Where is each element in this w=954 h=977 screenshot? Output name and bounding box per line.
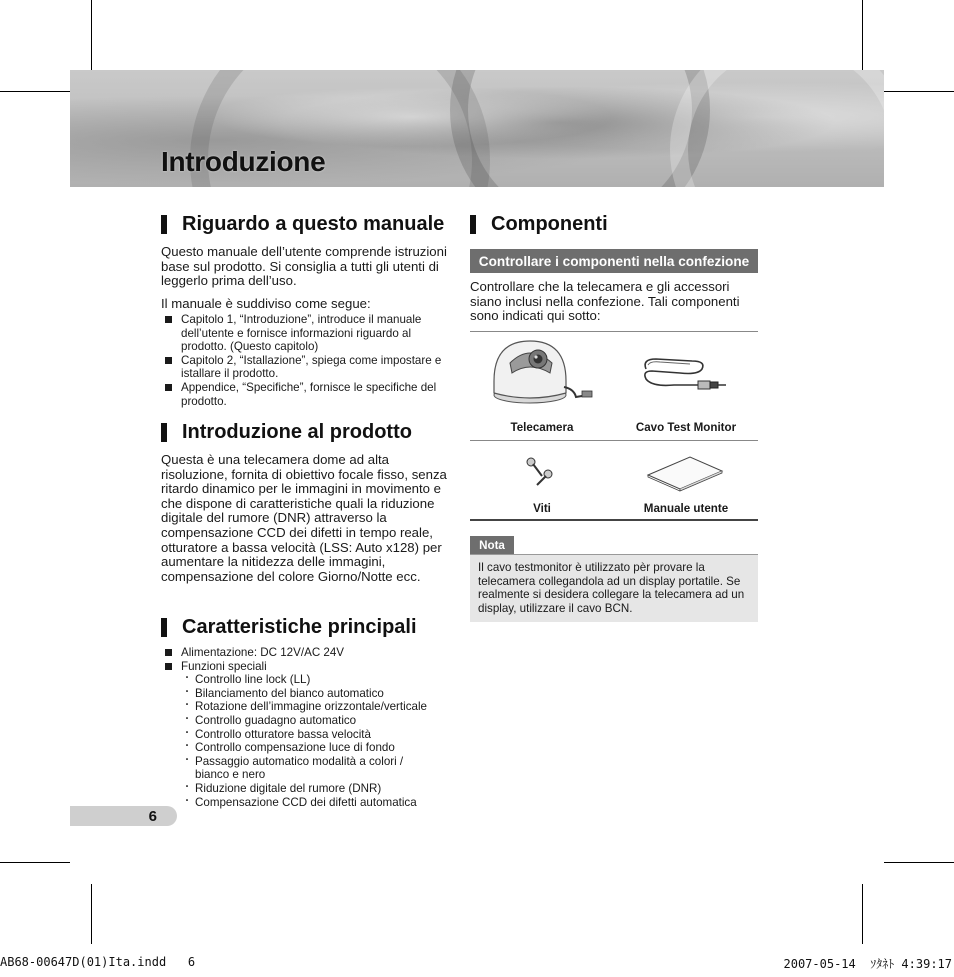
list-item: ・ Controllo otturatore bassa velocità (182, 727, 371, 741)
cable-icon (640, 355, 730, 395)
bullet-dot-icon: ・ (182, 673, 192, 685)
page-number: 6 (70, 806, 177, 826)
divider (470, 519, 758, 521)
bullet-dot-icon: ・ (182, 686, 192, 698)
list-item: ・ Compensazione CCD dei difetti automatica (182, 795, 417, 809)
bullet-dot-icon: ・ (182, 727, 192, 739)
screws-icon (522, 454, 558, 488)
features-list (161, 646, 453, 809)
crop-mark (0, 862, 70, 863)
heading-bar (161, 215, 167, 234)
list-item: ・ Rotazione dell’immagine orizzontale/verticale (182, 700, 427, 714)
bullet-dot-icon: ・ (182, 700, 192, 712)
heading-bar (470, 215, 476, 234)
heading-bar (161, 618, 167, 637)
dome-camera-icon (490, 337, 595, 407)
list-item: ・ Passaggio automatico modalità a colori / bianco e nero (182, 754, 404, 782)
heading-text: Caratteristiche principali (182, 616, 417, 638)
footer-timestamp: 2007-05-14 ｿﾀﾈﾄ 4:39:17 (783, 957, 952, 971)
bullet-square-icon (165, 316, 172, 323)
page-title: Introduzione (161, 146, 326, 177)
sub-feature-list (181, 673, 453, 809)
note-box: Il cavo testmonitor è utilizzato pèr provare la telecamera collegandola ad un display portatile. Se realmente si desidera collegare la telecamera ad un display, utilizzare il cavo BCN. (470, 555, 758, 622)
crop-mark (884, 91, 954, 92)
paragraph: Questa è una telecamera dome ad alta risoluzione, fornita di obiettivo focale fisso, senza ritardo dinamico per le immagini in movimento e che dispone di caratteristiche quali la riduzione digitale del rumore (DNR) attraverso la compensazione CCD dei difetti in tempo reale, otturatore a bassa velocità (LSS: Auto x128) per aumentare la nitidezza delle immagini, compensazione del colore Giorno/Notte ecc. (161, 452, 447, 584)
list-item: ・ Controllo line lock (LL) (182, 673, 311, 687)
component-label: Cavo Test Monitor (635, 421, 737, 434)
lens-decoration (670, 70, 884, 187)
component-label: Telecamera (510, 421, 574, 434)
bullet-dot-icon: ・ (182, 795, 192, 807)
bullet-dot-icon: ・ (182, 781, 192, 793)
bullet-dot-icon: ・ (182, 713, 192, 725)
heading-text: Componenti (491, 213, 608, 235)
list-item: Appendice, “Specifiche”, fornisce le specifiche del prodotto. (161, 381, 453, 408)
note-label: Nota (470, 536, 514, 554)
paragraph: Controllare che la telecamera e gli accessori siano inclusi nella confezione. Tali componenti sono indicati qui sotto: (470, 279, 740, 324)
paragraph: Questo manuale dell’utente comprende istruzioni base sul prodotto. Si consiglia a tutti gli utenti di leggerlo prima dell’uso. (161, 244, 447, 289)
heading-text: Riguardo a questo manuale (182, 213, 445, 235)
divider (470, 440, 758, 441)
list-item: ・ Controllo compensazione luce di fondo (182, 741, 395, 755)
section-heading-introduzione (161, 422, 412, 442)
list-item: ・ Riduzione digitale del rumore (DNR) (182, 781, 382, 795)
bullet-square-icon (165, 384, 172, 391)
bullet-dot-icon: ・ (182, 741, 192, 753)
chapter-banner (70, 70, 884, 187)
manual-icon (644, 453, 726, 493)
crop-mark (884, 862, 954, 863)
divider (470, 331, 758, 332)
subheading-bar: Controllare i componenti nella confezione (470, 249, 758, 273)
component-label: Manuale utente (643, 502, 729, 515)
component-label: Viti (533, 502, 551, 515)
list-item: Alimentazione: DC 12V/AC 24V (161, 646, 453, 660)
crop-mark (862, 884, 863, 944)
bullet-dot-icon: ・ (182, 754, 192, 766)
section-heading-componenti (470, 214, 608, 234)
section-heading-caratteristiche (161, 617, 417, 637)
list-item: ・ Controllo guadagno automatico (182, 713, 357, 727)
heading-text: Introduzione al prodotto (182, 421, 412, 443)
crop-mark (0, 91, 70, 92)
heading-bar (161, 423, 167, 442)
footer-file-info: AB68-00647D(01)Ita.indd 6 (0, 955, 196, 969)
section-heading-riguardo (161, 214, 444, 234)
crop-mark (91, 884, 92, 944)
bullet-square-icon (165, 649, 172, 656)
list-item: Capitolo 1, “Introduzione”, introduce il manuale dell’utente e fornisce informazioni riguardo al prodotto. (Questo capitolo) (161, 313, 453, 354)
bullet-square-icon (165, 357, 172, 364)
list-item: ・ Bilanciamento del bianco automatico (182, 686, 384, 700)
crop-mark (862, 0, 863, 70)
crop-mark (91, 0, 92, 70)
list-item: Funzioni speciali ・ Controllo line lock (LL) ・ Bilanciamento del bianco automatico ・ Rotazione dell’immagine orizzontale/verticale ・ Controllo guadagno automatico ・ Controllo otturatore bassa velocità ・ Controllo compensazione luce di fondo ・ Passaggio automatico modalità a colori / bianco e nero ・ Riduzione digitale del rumore (DNR) ・ Compensazione CCD dei difetti automatica (161, 660, 453, 810)
bullet-square-icon (165, 663, 172, 670)
paragraph: Il manuale è suddiviso come segue: (161, 296, 371, 311)
bullet-list (161, 313, 453, 408)
list-item: Capitolo 2, “Istallazione”, spiega come impostare e istallare il prodotto. (161, 354, 453, 381)
